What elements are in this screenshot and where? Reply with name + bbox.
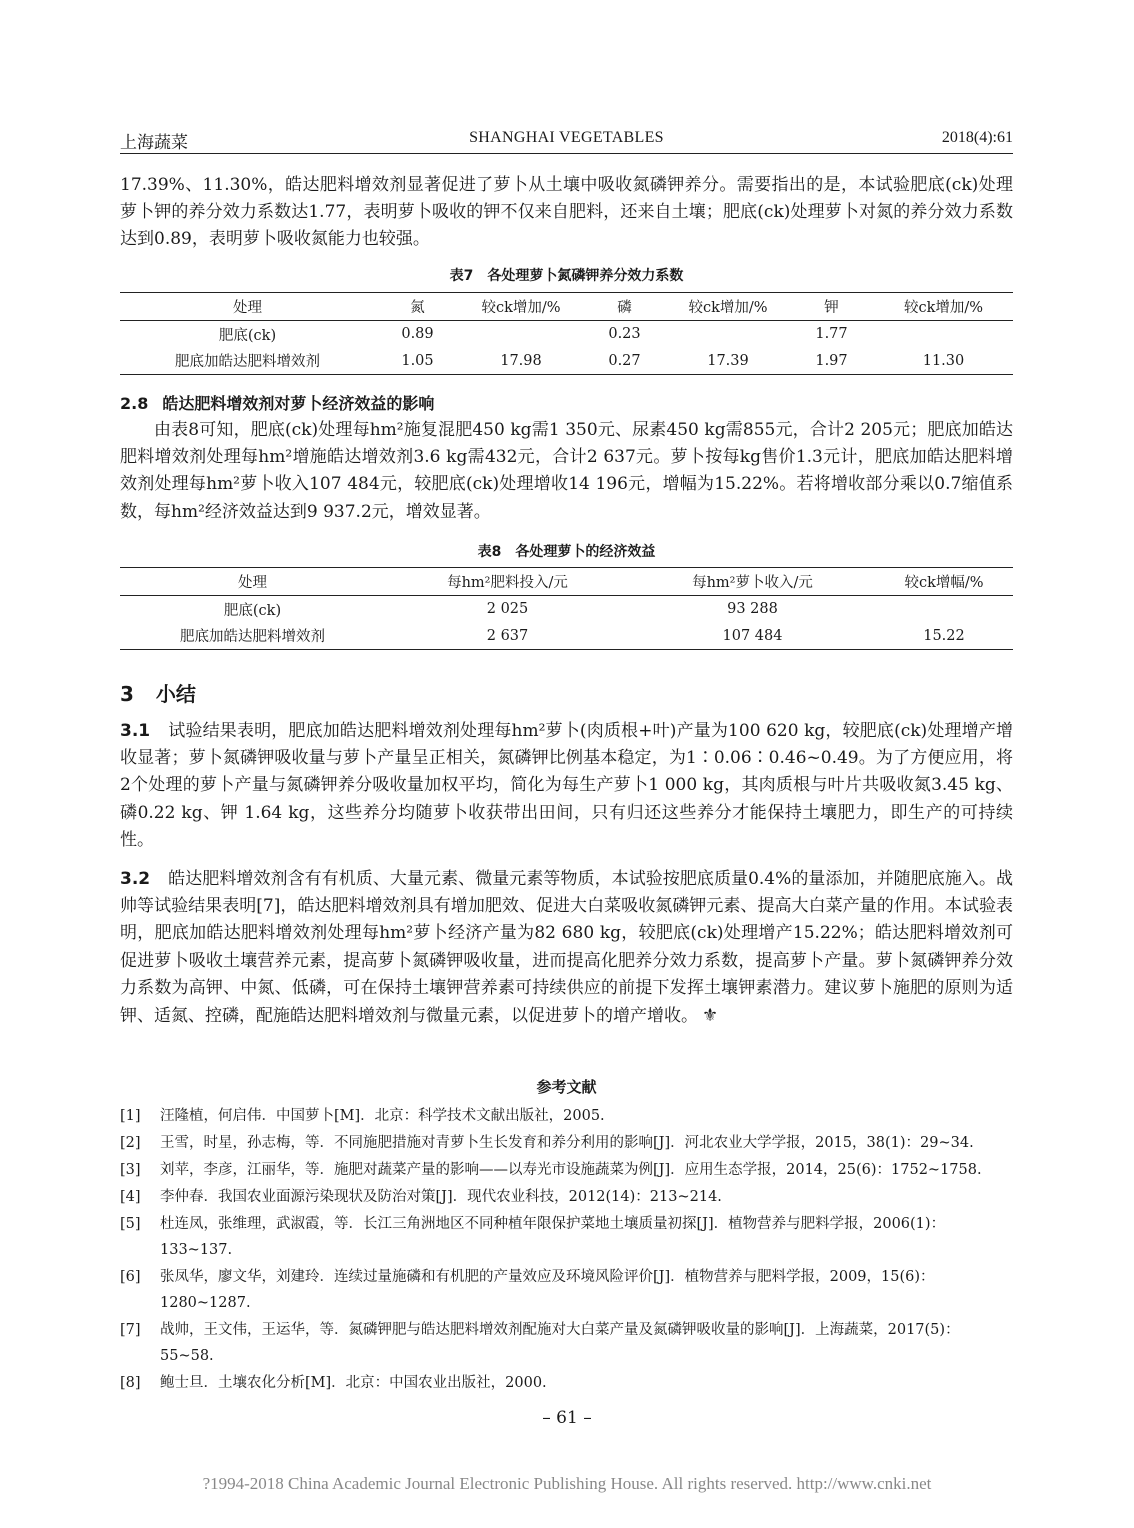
reference-item: [120, 1264, 1013, 1316]
table-cell: 11.30: [874, 348, 1013, 375]
table8-header-cell: 处理: [120, 568, 385, 596]
reference-text: 王雪，时星，孙志梅，等．不同施肥措施对青萝卜生长发育和养分利用的影响[J]．河北农业大学学报，2015，38(1)：29~34.: [160, 1135, 974, 1151]
table8-number: 表8: [477, 544, 502, 560]
journal-name: 上海蔬菜: [120, 133, 188, 153]
reference-number: [7]: [120, 1322, 141, 1338]
table-cell: 107 484: [630, 623, 875, 650]
paragraph-number: 3.2: [120, 869, 151, 889]
table-cell: [667, 321, 789, 348]
table8-header-cell: 每hm²肥料投入/元: [385, 568, 630, 596]
table-cell: 肥底加皓达肥料增效剂: [120, 623, 385, 650]
table8-title: 各处理萝卜的经济效益: [515, 544, 656, 560]
journal-end-mark-icon: ⚜: [702, 1005, 719, 1027]
section-number: 3: [120, 682, 134, 706]
reference-number: [8]: [120, 1375, 141, 1391]
table7-number: 表7: [449, 268, 474, 284]
table7-header-cell: 钾: [789, 293, 874, 321]
table-row: [120, 596, 1013, 623]
table-row: [120, 348, 1013, 375]
issue-info: 2018(4):61: [941, 129, 1013, 146]
table-cell: [875, 596, 1013, 623]
paragraph-3-1: [120, 718, 1013, 854]
table-cell: 17.98: [460, 348, 582, 375]
reference-text: 汪隆植，何启伟．中国萝卜[M]．北京：科学技术文献出版社，2005.: [160, 1108, 605, 1124]
reference-item: [120, 1184, 1013, 1210]
reference-text: 张凤华，廖文华，刘建玲．连续过量施磷和有机肥的产量效应及环境风险评价[J]．植物营养与肥料学报，2009，15(6)：1280~1287.: [160, 1269, 935, 1311]
table7-header-cell: 氮: [375, 293, 460, 321]
section-title: 小结: [155, 682, 196, 706]
table-cell: 1.77: [815, 326, 848, 343]
table-cell: 0.89: [401, 326, 434, 343]
section-number: 2.8: [120, 394, 149, 413]
reference-number: [3]: [120, 1162, 141, 1178]
table-cell: 肥底加皓达肥料增效剂: [120, 348, 375, 375]
table-row: [120, 321, 1013, 348]
reference-item: [120, 1370, 1013, 1396]
journal-name-en: SHANGHAI VEGETABLES: [469, 129, 664, 146]
paragraph-number: 3.1: [120, 721, 151, 741]
table7-header-cell: 较ck增加/%: [874, 293, 1013, 321]
table7-header-cell: 较ck增加/%: [667, 293, 789, 321]
reference-text: 战帅，王文伟，王运华，等．氮磷钾肥与皓达肥料增效剂配施对大白菜产量及氮磷钾吸收量的影响[J]．上海蔬菜，2017(5)：55~58.: [160, 1322, 960, 1364]
table-cell: 15.22: [875, 623, 1013, 650]
section-title: 皓达肥料增效剂对萝卜经济效益的影响: [162, 394, 435, 413]
table-cell: [874, 321, 1013, 348]
table7-header-cell: 处理: [120, 293, 375, 321]
paragraph-economics: 由表8可知，肥底(ck)处理每hm²施复混肥450 kg需1 350元、尿素450 kg需855元，合计2 205元；肥底加皓达肥料增效剂处理每hm²增施皓达增效剂3.6 kg需432元，合计2 637元。萝卜按每kg售价1.3元计，肥底加皓达肥料增效剂处理每hm²萝卜收入107 484元，较肥底(ck)处理增收14 196元，增幅为15.22%。若将增收部分乘以0.7缩值系数，每hm²经济效益达到9 937.2元，增效显著。: [120, 420, 1013, 522]
table-cell: 0.27: [582, 348, 667, 375]
paragraph-carryover: 17.39%、11.30%，皓达肥料增效剂显著促进了萝卜从土壤中吸收氮磷钾养分。需要指出的是，本试验肥底(ck)处理萝卜钾的养分效力系数达1.77，表明萝卜吸收的钾不仅来自肥料，还来自土壤；肥底(ck)处理萝卜对氮的养分效力系数达到0.89，表明萝卜吸收氮能力也较强。: [120, 175, 1013, 250]
reference-number: [2]: [120, 1135, 141, 1151]
table-cell: 肥底(ck): [223, 602, 282, 619]
table-row: [120, 623, 1013, 650]
table-cell: 17.39: [667, 348, 789, 375]
table-cell: 2 637: [385, 623, 630, 650]
references-list: [120, 1103, 1013, 1397]
reference-item: [120, 1103, 1013, 1129]
running-header: [120, 128, 1013, 154]
page-number: – 61 –: [542, 1408, 592, 1428]
paragraph-text: 皓达肥料增效剂含有有机质、大量元素、微量元素等物质，本试验按肥底质量0.4%的量添加，并随肥底施入。战帅等试验结果表明[7]，皓达肥料增效剂具有增加肥效、促进大白菜吸收氮磷钾元素、提高大白菜产量的作用。本试验表明，肥底加皓达肥料增效剂处理每hm²萝卜经济产量为82 680 kg，较肥底(ck)处理增产15.22%；皓达肥料增效剂可促进萝卜吸收土壤营养元素，提高萝卜氮磷钾吸收量，进而提高化肥养分效力系数，提高萝卜产量。萝卜氮磷钾养分效力系数为高钾、中氮、低磷，可在保持土壤钾营养素可持续供应的前提下发挥土壤钾素潜力。建议萝卜施肥的原则为适钾、适氮、控磷，配施皓达肥料增效剂与微量元素，以促进萝卜的增产增收。: [120, 869, 1013, 1027]
reference-item: [120, 1130, 1013, 1156]
table-cell: 肥底(ck): [218, 327, 277, 344]
reference-item: [120, 1317, 1013, 1369]
references-title: 参考文献: [536, 1078, 597, 1096]
table8-caption: [120, 541, 1013, 561]
table8: [120, 567, 1013, 650]
reference-text: 李仲春．我国农业面源污染现状及防治对策[J]．现代农业科技，2012(14)：213~214.: [160, 1189, 722, 1205]
table-cell: 2 025: [486, 601, 529, 618]
reference-number: [1]: [120, 1108, 141, 1124]
reference-item: [120, 1157, 1013, 1183]
section-2-8-heading: [120, 391, 434, 414]
reference-text: 杜连凤，张维理，武淑霞，等．长江三角洲地区不同种植年限保护菜地土壤质量初探[J]．植物营养与肥料学报，2006(1)：133~137.: [160, 1216, 946, 1258]
copyright-footer: ?1994-2018 China Academic Journal Electronic Publishing House. All rights reserved. http://www.cnki.net: [202, 1474, 932, 1493]
reference-number: [6]: [120, 1269, 141, 1285]
paragraph-text: 试验结果表明，肥底加皓达肥料增效剂处理每hm²萝卜(肉质根+叶)产量为100 620 kg，较肥底(ck)处理增产增收显著；萝卜氮磷钾吸收量与萝卜产量呈正相关，氮磷钾比例基本稳定，为1∶0.06∶0.46~0.49。为了方便应用，将2个处理的萝卜产量与氮磷钾养分吸收量加权平均，简化为每生产萝卜1 000 kg，其肉质根与叶片共吸收氮3.45 kg、磷0.22 kg、钾 1.64 kg，这些养分均随萝卜收获带出田间，只有归还这些养分才能保持土壤肥力，即生产的可持续性。: [120, 721, 1013, 850]
table8-header-cell: 较ck增幅/%: [875, 568, 1013, 596]
table7-title: 各处理萝卜氮磷钾养分效力系数: [487, 268, 684, 284]
table-cell: 0.23: [608, 326, 641, 343]
table7-header-cell: 较ck增加/%: [460, 293, 582, 321]
table7-caption: [120, 265, 1013, 285]
table7-header-cell: 磷: [582, 293, 667, 321]
paragraph-3-2: [120, 866, 1013, 1030]
table-cell: [460, 321, 582, 348]
section-3-heading: [120, 678, 196, 707]
reference-number: [4]: [120, 1189, 141, 1205]
reference-item: [120, 1211, 1013, 1263]
table-cell: 1.05: [375, 348, 460, 375]
table-cell: 1.97: [789, 348, 874, 375]
table7: [120, 292, 1013, 375]
reference-text: 刘苹，李彦，江丽华，等．施肥对蔬菜产量的影响——以寿光市设施蔬菜为例[J]．应用生态学报，2014，25(6)：1752~1758.: [160, 1162, 982, 1178]
table8-header-cell: 每hm²萝卜收入/元: [630, 568, 875, 596]
reference-number: [5]: [120, 1216, 141, 1232]
reference-text: 鲍士旦．土壤农化分析[M]．北京：中国农业出版社，2000.: [160, 1375, 547, 1391]
table-cell: 93 288: [727, 601, 778, 618]
